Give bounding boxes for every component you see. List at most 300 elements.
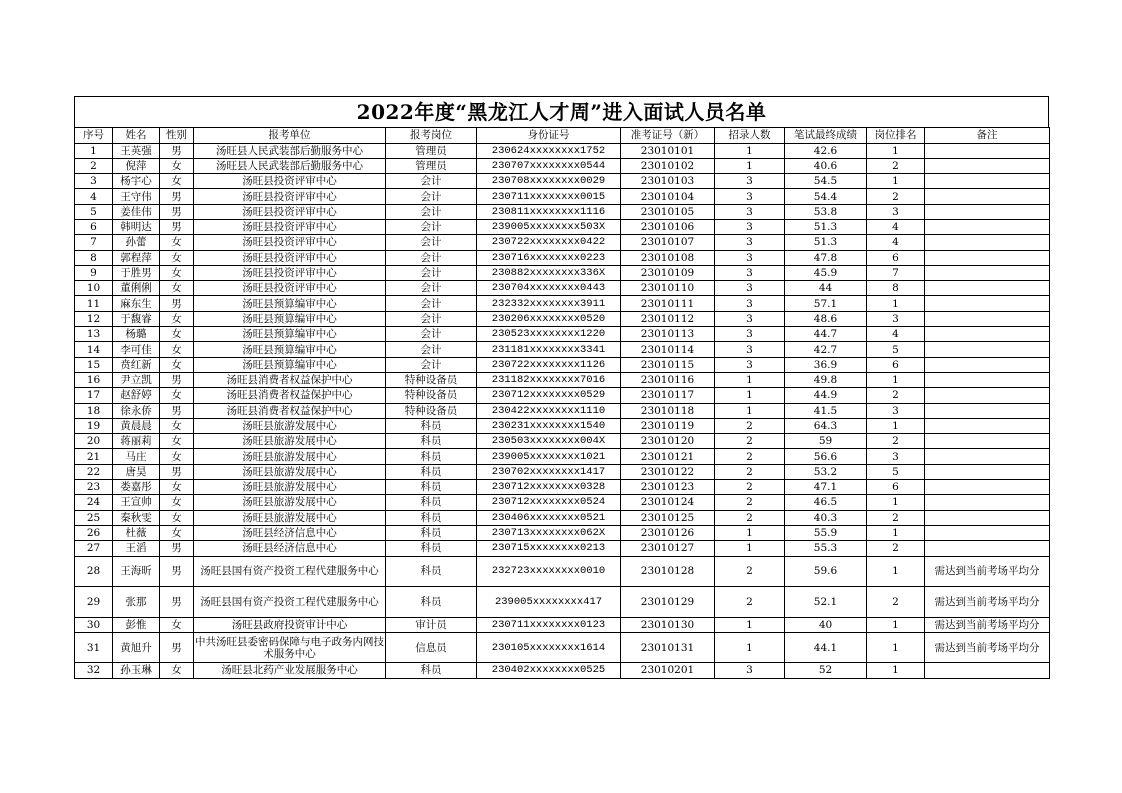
cell-gender: 男: [160, 296, 194, 311]
table-row: [75, 235, 1050, 250]
cell-seq: 11: [75, 296, 113, 311]
cell-remark: [925, 388, 1050, 403]
cell-unit: 汤旺县消费者权益保护中心: [194, 372, 386, 387]
cell-unit: 汤旺县预算编审中心: [194, 327, 386, 342]
table-row: [75, 174, 1050, 189]
cell-rank: 5: [867, 464, 925, 479]
cell-seq: 9: [75, 265, 113, 280]
col-header: 笔试最终成绩: [785, 128, 867, 144]
cell-unit: 汤旺县国有资产投资工程代建服务中心: [194, 556, 386, 587]
cell-quota: 2: [715, 556, 785, 587]
cell-name: 王滔: [113, 541, 160, 556]
header-row: [75, 128, 1050, 144]
cell-unit: 汤旺县旅游发展中心: [194, 480, 386, 495]
cell-seq: 4: [75, 189, 113, 204]
col-header: 姓名: [113, 128, 160, 144]
cell-name: 倪萍: [113, 158, 160, 173]
cell-remark: [925, 296, 1050, 311]
cell-remark: [925, 235, 1050, 250]
cell-position: 会计: [386, 342, 477, 357]
cell-name: 娄嘉彤: [113, 480, 160, 495]
cell-seq: 5: [75, 204, 113, 219]
cell-seq: 17: [75, 388, 113, 403]
cell-exam-number: 23010122: [621, 464, 715, 479]
table-row: [75, 158, 1050, 173]
cell-remark: [925, 311, 1050, 326]
cell-seq: 13: [75, 327, 113, 342]
table-row: [75, 495, 1050, 510]
cell-gender: 女: [160, 265, 194, 280]
cell-remark: 需达到当前考场平均分: [925, 617, 1050, 632]
cell-position: 会计: [386, 250, 477, 265]
cell-unit: 汤旺县经济信息中心: [194, 541, 386, 556]
cell-unit: 汤旺县经济信息中心: [194, 525, 386, 540]
cell-gender: 女: [160, 418, 194, 433]
cell-exam-number: 23010102: [621, 158, 715, 173]
cell-remark: [925, 418, 1050, 433]
cell-rank: 1: [867, 495, 925, 510]
cell-id-number: 231181xxxxxxxx3341: [477, 342, 621, 357]
cell-exam-number: 23010127: [621, 541, 715, 556]
table-row: [75, 296, 1050, 311]
cell-remark: [925, 525, 1050, 540]
cell-score: 48.6: [785, 311, 867, 326]
table-row: [75, 663, 1050, 678]
cell-quota: 3: [715, 342, 785, 357]
page-title: 2022年度“黑龙江人才周”进入面试人员名单: [74, 96, 1049, 127]
cell-quota: 2: [715, 418, 785, 433]
cell-seq: 27: [75, 541, 113, 556]
cell-gender: 男: [160, 403, 194, 418]
cell-position: 会计: [386, 204, 477, 219]
cell-exam-number: 23010103: [621, 174, 715, 189]
cell-exam-number: 23010106: [621, 219, 715, 234]
cell-unit: 汤旺县政府投资审计中心: [194, 617, 386, 632]
cell-score: 57.1: [785, 296, 867, 311]
cell-name: 杨宇心: [113, 174, 160, 189]
cell-position: 科员: [386, 464, 477, 479]
cell-score: 51.3: [785, 235, 867, 250]
cell-position: 科员: [386, 418, 477, 433]
cell-rank: 3: [867, 204, 925, 219]
cell-seq: 1: [75, 143, 113, 158]
cell-gender: 男: [160, 189, 194, 204]
cell-rank: 1: [867, 617, 925, 632]
cell-remark: 需达到当前考场平均分: [925, 556, 1050, 587]
table-body: [75, 143, 1050, 678]
cell-exam-number: 23010109: [621, 265, 715, 280]
cell-score: 53.2: [785, 464, 867, 479]
cell-name: 黄旭升: [113, 632, 160, 663]
cell-position: 特种设备员: [386, 403, 477, 418]
cell-rank: 1: [867, 663, 925, 678]
cell-seq: 28: [75, 556, 113, 587]
cell-gender: 女: [160, 342, 194, 357]
cell-position: 会计: [386, 219, 477, 234]
cell-position: 科员: [386, 525, 477, 540]
cell-rank: 6: [867, 250, 925, 265]
cell-score: 44.1: [785, 632, 867, 663]
col-header: 岗位排名: [867, 128, 925, 144]
roster-table: [74, 127, 1050, 679]
cell-seq: 31: [75, 632, 113, 663]
cell-rank: 2: [867, 587, 925, 618]
cell-rank: 2: [867, 388, 925, 403]
table-row: [75, 327, 1050, 342]
cell-rank: 5: [867, 342, 925, 357]
cell-remark: [925, 143, 1050, 158]
cell-rank: 6: [867, 480, 925, 495]
cell-quota: 1: [715, 525, 785, 540]
cell-score: 42.6: [785, 143, 867, 158]
cell-exam-number: 23010104: [621, 189, 715, 204]
cell-gender: 女: [160, 158, 194, 173]
cell-remark: [925, 464, 1050, 479]
cell-rank: 4: [867, 327, 925, 342]
cell-unit: 汤旺县投资评审中心: [194, 189, 386, 204]
cell-id-number: 230712xxxxxxxx0328: [477, 480, 621, 495]
table-row: [75, 311, 1050, 326]
cell-gender: 女: [160, 235, 194, 250]
cell-rank: 4: [867, 219, 925, 234]
cell-remark: [925, 663, 1050, 678]
cell-rank: 1: [867, 525, 925, 540]
cell-quota: 1: [715, 372, 785, 387]
cell-rank: 2: [867, 434, 925, 449]
cell-quota: 1: [715, 403, 785, 418]
cell-rank: 1: [867, 372, 925, 387]
cell-position: 会计: [386, 327, 477, 342]
cell-rank: 1: [867, 296, 925, 311]
col-header: 性别: [160, 128, 194, 144]
cell-score: 42.7: [785, 342, 867, 357]
cell-rank: 3: [867, 403, 925, 418]
cell-gender: 女: [160, 281, 194, 296]
cell-score: 44: [785, 281, 867, 296]
cell-id-number: 230722xxxxxxxx0422: [477, 235, 621, 250]
cell-seq: 26: [75, 525, 113, 540]
table-row: [75, 250, 1050, 265]
cell-rank: 1: [867, 556, 925, 587]
cell-id-number: 230231xxxxxxxx1540: [477, 418, 621, 433]
cell-score: 44.9: [785, 388, 867, 403]
cell-name: 尹立凯: [113, 372, 160, 387]
cell-remark: [925, 449, 1050, 464]
cell-exam-number: 23010124: [621, 495, 715, 510]
cell-name: 孙玉琳: [113, 663, 160, 678]
cell-seq: 2: [75, 158, 113, 173]
cell-id-number: 232332xxxxxxxx3911: [477, 296, 621, 311]
cell-position: 会计: [386, 265, 477, 280]
cell-score: 45.9: [785, 265, 867, 280]
cell-unit: 汤旺县投资评审中心: [194, 265, 386, 280]
cell-name: 黄晨晨: [113, 418, 160, 433]
col-header: 准考证号（新）: [621, 128, 715, 144]
cell-seq: 29: [75, 587, 113, 618]
cell-seq: 24: [75, 495, 113, 510]
cell-unit: 中共汤旺县委密码保障与电子政务内网技术服务中心: [194, 632, 386, 663]
table-row: [75, 418, 1050, 433]
cell-id-number: 230882xxxxxxxx336X: [477, 265, 621, 280]
cell-id-number: 230206xxxxxxxx0520: [477, 311, 621, 326]
table-row: [75, 219, 1050, 234]
table-row: [75, 143, 1050, 158]
table-row: [75, 372, 1050, 387]
cell-quota: 2: [715, 480, 785, 495]
cell-position: 科员: [386, 587, 477, 618]
col-header: 报考单位: [194, 128, 386, 144]
cell-position: 科员: [386, 541, 477, 556]
cell-unit: 汤旺县国有资产投资工程代建服务中心: [194, 587, 386, 618]
cell-seq: 19: [75, 418, 113, 433]
cell-remark: [925, 281, 1050, 296]
table-row: [75, 265, 1050, 280]
cell-position: 科员: [386, 556, 477, 587]
cell-exam-number: 23010107: [621, 235, 715, 250]
cell-exam-number: 23010117: [621, 388, 715, 403]
cell-quota: 2: [715, 449, 785, 464]
cell-remark: [925, 372, 1050, 387]
table-row: [75, 464, 1050, 479]
cell-gender: 男: [160, 204, 194, 219]
cell-quota: 3: [715, 235, 785, 250]
cell-rank: 4: [867, 235, 925, 250]
cell-unit: 汤旺县预算编审中心: [194, 357, 386, 372]
cell-id-number: 230704xxxxxxxx0443: [477, 281, 621, 296]
cell-exam-number: 23010110: [621, 281, 715, 296]
cell-exam-number: 23010125: [621, 510, 715, 525]
cell-name: 李可佳: [113, 342, 160, 357]
cell-exam-number: 23010101: [621, 143, 715, 158]
cell-score: 41.5: [785, 403, 867, 418]
cell-seq: 7: [75, 235, 113, 250]
cell-rank: 1: [867, 174, 925, 189]
cell-seq: 23: [75, 480, 113, 495]
cell-gender: 男: [160, 556, 194, 587]
cell-quota: 3: [715, 204, 785, 219]
cell-score: 64.3: [785, 418, 867, 433]
cell-exam-number: 23010111: [621, 296, 715, 311]
cell-quota: 1: [715, 143, 785, 158]
cell-name: 孙蕾: [113, 235, 160, 250]
cell-unit: 汤旺县北药产业发展服务中心: [194, 663, 386, 678]
cell-quota: 3: [715, 296, 785, 311]
cell-id-number: 230712xxxxxxxx0529: [477, 388, 621, 403]
cell-name: 王英强: [113, 143, 160, 158]
cell-id-number: 230712xxxxxxxx0524: [477, 495, 621, 510]
cell-position: 会计: [386, 357, 477, 372]
cell-seq: 18: [75, 403, 113, 418]
cell-rank: 7: [867, 265, 925, 280]
col-header: 身份证号: [477, 128, 621, 144]
cell-gender: 女: [160, 434, 194, 449]
cell-gender: 女: [160, 327, 194, 342]
cell-exam-number: 23010113: [621, 327, 715, 342]
cell-rank: 2: [867, 510, 925, 525]
col-header: 备注: [925, 128, 1050, 144]
cell-quota: 1: [715, 632, 785, 663]
col-header: 招录人数: [715, 128, 785, 144]
cell-remark: [925, 250, 1050, 265]
cell-id-number: 230711xxxxxxxx0015: [477, 189, 621, 204]
cell-exam-number: 23010128: [621, 556, 715, 587]
cell-id-number: 230716xxxxxxxx0223: [477, 250, 621, 265]
cell-unit: 汤旺县消费者权益保护中心: [194, 403, 386, 418]
cell-remark: [925, 434, 1050, 449]
cell-score: 36.9: [785, 357, 867, 372]
cell-name: 王守伟: [113, 189, 160, 204]
cell-remark: 需达到当前考场平均分: [925, 587, 1050, 618]
cell-id-number: 230708xxxxxxxx0029: [477, 174, 621, 189]
cell-quota: 3: [715, 265, 785, 280]
table-row: [75, 541, 1050, 556]
cell-score: 40.6: [785, 158, 867, 173]
cell-name: 徐永侨: [113, 403, 160, 418]
cell-id-number: 231182xxxxxxxx7016: [477, 372, 621, 387]
cell-seq: 22: [75, 464, 113, 479]
cell-seq: 16: [75, 372, 113, 387]
cell-score: 55.3: [785, 541, 867, 556]
cell-quota: 1: [715, 158, 785, 173]
cell-unit: 汤旺县投资评审中心: [194, 174, 386, 189]
cell-quota: 3: [715, 219, 785, 234]
cell-quota: 3: [715, 250, 785, 265]
table-row: [75, 632, 1050, 663]
table-row: [75, 403, 1050, 418]
cell-score: 52.1: [785, 587, 867, 618]
cell-rank: 1: [867, 418, 925, 433]
cell-id-number: 230811xxxxxxxx1116: [477, 204, 621, 219]
table-row: [75, 388, 1050, 403]
cell-quota: 1: [715, 617, 785, 632]
cell-name: 蒋丽莉: [113, 434, 160, 449]
cell-score: 40.3: [785, 510, 867, 525]
cell-gender: 女: [160, 663, 194, 678]
cell-id-number: 230406xxxxxxxx0521: [477, 510, 621, 525]
cell-exam-number: 23010118: [621, 403, 715, 418]
cell-rank: 6: [867, 357, 925, 372]
cell-rank: 2: [867, 158, 925, 173]
cell-gender: 女: [160, 449, 194, 464]
cell-unit: 汤旺县投资评审中心: [194, 219, 386, 234]
cell-seq: 32: [75, 663, 113, 678]
cell-id-number: 230722xxxxxxxx1126: [477, 357, 621, 372]
cell-name: 王宣帅: [113, 495, 160, 510]
cell-quota: 3: [715, 357, 785, 372]
cell-unit: 汤旺县投资评审中心: [194, 235, 386, 250]
cell-remark: [925, 265, 1050, 280]
table-row: [75, 449, 1050, 464]
cell-name: 姜佳伟: [113, 204, 160, 219]
cell-name: 杜薇: [113, 525, 160, 540]
cell-seq: 14: [75, 342, 113, 357]
cell-exam-number: 23010112: [621, 311, 715, 326]
cell-gender: 男: [160, 219, 194, 234]
cell-name: 张那: [113, 587, 160, 618]
cell-id-number: 232723xxxxxxxx0010: [477, 556, 621, 587]
cell-seq: 30: [75, 617, 113, 632]
cell-remark: [925, 541, 1050, 556]
cell-exam-number: 23010119: [621, 418, 715, 433]
cell-unit: 汤旺县旅游发展中心: [194, 434, 386, 449]
cell-position: 会计: [386, 281, 477, 296]
cell-unit: 汤旺县消费者权益保护中心: [194, 388, 386, 403]
cell-remark: [925, 204, 1050, 219]
cell-remark: [925, 495, 1050, 510]
cell-remark: [925, 480, 1050, 495]
cell-name: 彭惟: [113, 617, 160, 632]
cell-id-number: 230713xxxxxxxx062X: [477, 525, 621, 540]
cell-gender: 男: [160, 143, 194, 158]
cell-exam-number: 23010114: [621, 342, 715, 357]
table-row: [75, 281, 1050, 296]
cell-name: 秦秋雯: [113, 510, 160, 525]
cell-name: 麻东生: [113, 296, 160, 311]
cell-gender: 男: [160, 632, 194, 663]
cell-score: 53.8: [785, 204, 867, 219]
table-row: [75, 342, 1050, 357]
cell-score: 54.5: [785, 174, 867, 189]
cell-quota: 2: [715, 434, 785, 449]
cell-position: 管理员: [386, 158, 477, 173]
cell-remark: [925, 189, 1050, 204]
cell-unit: 汤旺县预算编审中心: [194, 296, 386, 311]
cell-id-number: 230523xxxxxxxx1220: [477, 327, 621, 342]
cell-unit: 汤旺县投资评审中心: [194, 281, 386, 296]
cell-remark: [925, 327, 1050, 342]
cell-gender: 男: [160, 541, 194, 556]
cell-quota: 3: [715, 281, 785, 296]
cell-quota: 3: [715, 189, 785, 204]
cell-unit: 汤旺县旅游发展中心: [194, 449, 386, 464]
cell-name: 唐昊: [113, 464, 160, 479]
cell-rank: 2: [867, 541, 925, 556]
cell-seq: 25: [75, 510, 113, 525]
cell-quota: 2: [715, 495, 785, 510]
cell-name: 韩明达: [113, 219, 160, 234]
cell-score: 52: [785, 663, 867, 678]
cell-rank: 1: [867, 143, 925, 158]
cell-unit: 汤旺县旅游发展中心: [194, 510, 386, 525]
cell-exam-number: 23010131: [621, 632, 715, 663]
cell-remark: [925, 357, 1050, 372]
cell-id-number: 239005xxxxxxxx1021: [477, 449, 621, 464]
cell-unit: 汤旺县投资评审中心: [194, 250, 386, 265]
cell-rank: 3: [867, 311, 925, 326]
cell-gender: 女: [160, 311, 194, 326]
cell-quota: 3: [715, 174, 785, 189]
cell-position: 会计: [386, 235, 477, 250]
cell-remark: [925, 342, 1050, 357]
cell-seq: 21: [75, 449, 113, 464]
cell-unit: 汤旺县预算编审中心: [194, 311, 386, 326]
cell-name: 于馥睿: [113, 311, 160, 326]
cell-name: 贲红新: [113, 357, 160, 372]
cell-quota: 3: [715, 663, 785, 678]
cell-score: 59: [785, 434, 867, 449]
cell-unit: 汤旺县人民武装部后勤服务中心: [194, 158, 386, 173]
cell-exam-number: 23010116: [621, 372, 715, 387]
cell-exam-number: 23010108: [621, 250, 715, 265]
cell-gender: 男: [160, 587, 194, 618]
cell-exam-number: 23010123: [621, 480, 715, 495]
cell-gender: 女: [160, 495, 194, 510]
cell-exam-number: 23010121: [621, 449, 715, 464]
cell-position: 科员: [386, 449, 477, 464]
cell-unit: 汤旺县人民武装部后勤服务中心: [194, 143, 386, 158]
cell-remark: [925, 219, 1050, 234]
cell-rank: 8: [867, 281, 925, 296]
